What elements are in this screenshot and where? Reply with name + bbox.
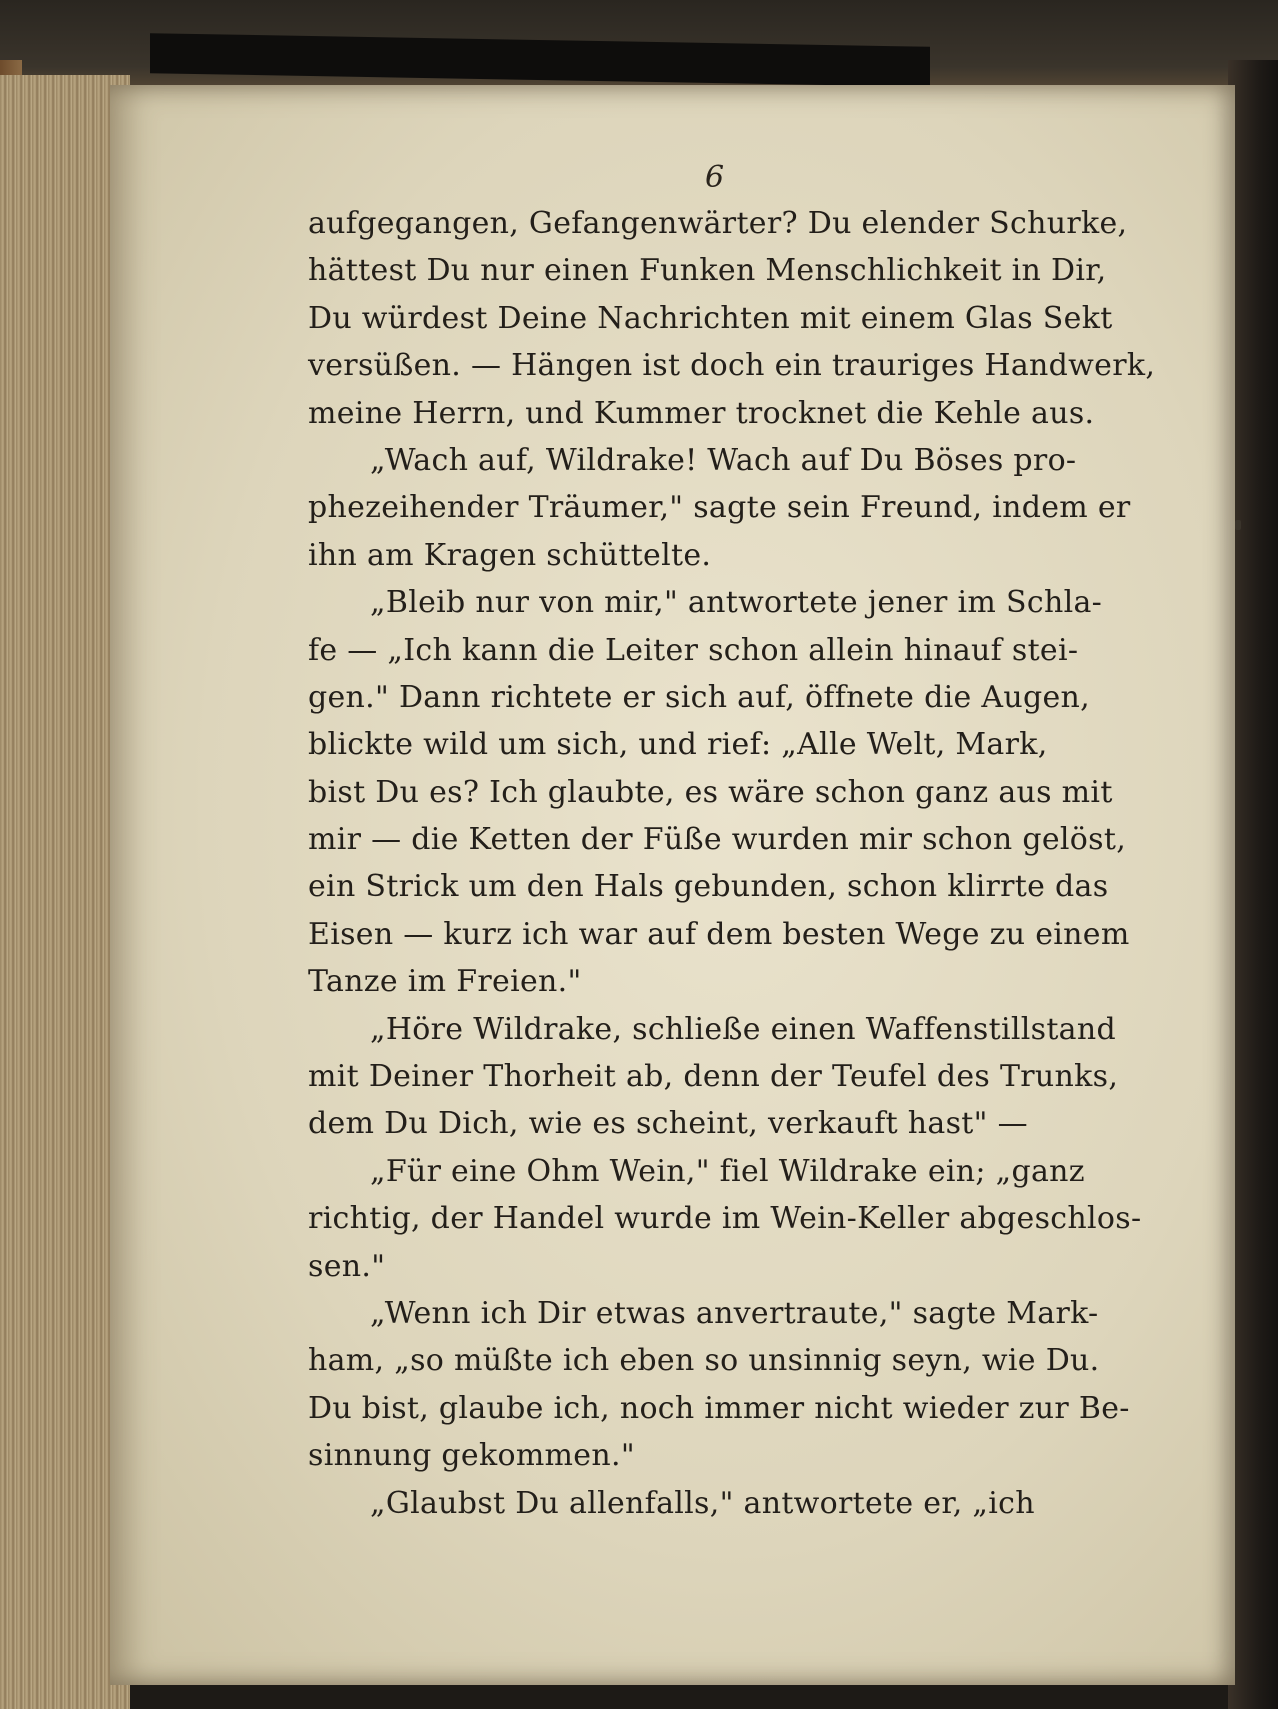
text-line: phezeihender Träumer," sagte sein Freund, indem er xyxy=(308,490,1131,526)
text-line: „Glaubst Du allenfalls," antwortete er, „ich xyxy=(370,1485,1035,1521)
page-number: 6 xyxy=(705,160,725,195)
page-text xyxy=(308,200,1156,1527)
text-line: dem Du Dich, wie es scheint, verkauft hast" — xyxy=(308,1106,1028,1142)
text-line: „Höre Wildrake, schließe einen Waffenstillstand xyxy=(370,1011,1116,1047)
right-cover-edge xyxy=(1228,60,1278,1709)
text-line: hättest Du nur einen Funken Menschlichkeit in Dir, xyxy=(308,253,1107,289)
text-line: versüßen. — Hängen ist doch ein trauriges Handwerk, xyxy=(308,348,1156,384)
text-line: mir — die Ketten der Füße wurden mir schon gelöst, xyxy=(308,822,1127,858)
text-line: sen." xyxy=(308,1248,386,1284)
text-line: „Wenn ich Dir etwas anvertraute," sagte Mark- xyxy=(370,1295,1099,1331)
text-line: „Wach auf, Wildrake! Wach auf Du Böses pro- xyxy=(370,442,1077,478)
text-line: mit Deiner Thorheit ab, denn der Teufel des Trunks, xyxy=(308,1059,1119,1095)
text-line: richtig, der Handel wurde im Wein-Keller abgeschlos- xyxy=(308,1201,1142,1237)
text-line: „Für eine Ohm Wein," fiel Wildrake ein; „ganz xyxy=(370,1153,1085,1189)
text-line: Du bist, glaube ich, noch immer nicht wieder zur Be- xyxy=(308,1390,1130,1426)
text-line: fe — „Ich kann die Leiter schon allein hinauf stei- xyxy=(308,632,1079,668)
text-line: sinnung gekommen." xyxy=(308,1438,635,1474)
text-line: Du würdest Deine Nachrichten mit einem Glas Sekt xyxy=(308,300,1113,336)
margin-mark xyxy=(1235,520,1241,530)
text-line: meine Herrn, und Kummer trocknet die Kehle aus. xyxy=(308,395,1095,431)
text-line: aufgegangen, Gefangenwärter? Du elender Schurke, xyxy=(308,206,1128,241)
text-line: Eisen — kurz ich war auf dem besten Wege zu einem xyxy=(308,916,1130,952)
text-line: gen." Dann richtete er sich auf, öffnete die Augen, xyxy=(308,679,1090,715)
text-line: blickte wild um sich, und rief: „Alle Welt, Mark, xyxy=(308,727,1048,763)
text-line: „Bleib nur von mir," antwortete jener im Schla- xyxy=(370,585,1103,621)
text-line: ein Strick um den Hals gebunden, schon klirrte das xyxy=(308,869,1109,905)
text-line: ham, „so müßte ich eben so unsinnig seyn, wie Du. xyxy=(308,1343,1100,1379)
text-line: bist Du es? Ich glaubte, es wäre schon ganz aus mit xyxy=(308,774,1113,810)
text-line: Tanze im Freien." xyxy=(308,964,582,1000)
text-line: ihn am Kragen schüttelte. xyxy=(308,537,712,573)
